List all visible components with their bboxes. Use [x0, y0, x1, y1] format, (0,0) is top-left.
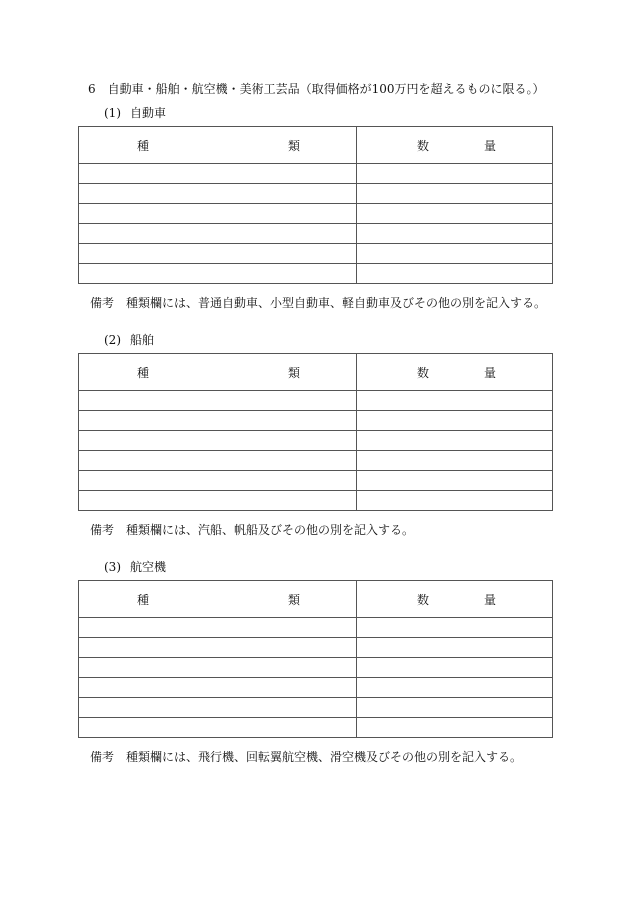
kind-cell[interactable]	[79, 718, 357, 738]
header-char: 類	[287, 365, 300, 380]
quantity-cell[interactable]	[357, 264, 553, 284]
header-char: 量	[483, 365, 496, 380]
quantity-cell[interactable]	[357, 391, 553, 411]
section-title-automobile	[104, 104, 166, 121]
table-row	[79, 698, 553, 718]
kind-cell[interactable]	[79, 618, 357, 638]
table-row	[79, 718, 553, 738]
kind-cell[interactable]	[79, 204, 357, 224]
table-row	[79, 638, 553, 658]
remark-text: 種類欄には、汽船、帆船及びその他の別を記入する。	[126, 523, 415, 537]
header-char: 種	[137, 592, 150, 607]
table-row	[79, 184, 553, 204]
quantity-cell[interactable]	[357, 698, 553, 718]
column-header-quantity	[357, 581, 553, 618]
section-title-ship	[104, 331, 154, 348]
quantity-cell[interactable]	[357, 224, 553, 244]
table-header-row	[79, 581, 553, 618]
quantity-cell[interactable]	[357, 244, 553, 264]
table-row	[79, 411, 553, 431]
remark-label: 備考	[90, 523, 115, 537]
header-char: 種	[137, 138, 150, 153]
remark-automobile	[90, 294, 546, 311]
quantity-cell[interactable]	[357, 451, 553, 471]
table-row	[79, 491, 553, 511]
section-title: 船舶	[130, 333, 155, 347]
table-row	[79, 391, 553, 411]
header-char: 量	[483, 592, 496, 607]
table-row	[79, 618, 553, 638]
header-char: 数	[417, 138, 430, 153]
quantity-cell[interactable]	[357, 431, 553, 451]
table-header-row	[79, 127, 553, 164]
quantity-cell[interactable]	[357, 718, 553, 738]
kind-cell[interactable]	[79, 264, 357, 284]
header-char: 数	[417, 365, 430, 380]
header-char: 量	[483, 138, 496, 153]
kind-cell[interactable]	[79, 678, 357, 698]
quantity-cell[interactable]	[357, 411, 553, 431]
quantity-cell[interactable]	[357, 471, 553, 491]
section-number: (2)	[104, 333, 121, 347]
remark-label: 備考	[90, 296, 115, 310]
aircraft-table	[78, 580, 553, 738]
remark-aircraft	[90, 748, 522, 765]
column-header-kind	[79, 354, 357, 391]
kind-cell[interactable]	[79, 658, 357, 678]
table-row	[79, 204, 553, 224]
table-row	[79, 471, 553, 491]
quantity-cell[interactable]	[357, 638, 553, 658]
header-char: 類	[287, 592, 300, 607]
section-number: (1)	[104, 106, 121, 120]
table-row	[79, 658, 553, 678]
kind-cell[interactable]	[79, 451, 357, 471]
ship-table	[78, 353, 553, 511]
page-heading: 6 自動車・船舶・航空機・美術工芸品（取得価格が100万円を超えるものに限る。）	[88, 82, 545, 96]
section-number: (3)	[104, 560, 121, 574]
section-title-aircraft	[104, 558, 166, 575]
kind-cell[interactable]	[79, 491, 357, 511]
quantity-cell[interactable]	[357, 491, 553, 511]
table-row	[79, 264, 553, 284]
kind-cell[interactable]	[79, 391, 357, 411]
table-row	[79, 224, 553, 244]
table-header-row	[79, 354, 553, 391]
kind-cell[interactable]	[79, 244, 357, 264]
column-header-quantity	[357, 354, 553, 391]
section-title: 自動車	[130, 106, 167, 120]
quantity-cell[interactable]	[357, 618, 553, 638]
table-row	[79, 431, 553, 451]
table-row	[79, 678, 553, 698]
kind-cell[interactable]	[79, 411, 357, 431]
automobile-table	[78, 126, 553, 284]
header-char: 数	[417, 592, 430, 607]
quantity-cell[interactable]	[357, 678, 553, 698]
header-char: 類	[287, 138, 300, 153]
column-header-quantity	[357, 127, 553, 164]
quantity-cell[interactable]	[357, 184, 553, 204]
quantity-cell[interactable]	[357, 658, 553, 678]
kind-cell[interactable]	[79, 184, 357, 204]
section-title: 航空機	[130, 560, 167, 574]
column-header-kind	[79, 127, 357, 164]
remark-label: 備考	[90, 750, 115, 764]
remark-text: 種類欄には、飛行機、回転翼航空機、滑空機及びその他の別を記入する。	[126, 750, 523, 764]
table-row	[79, 451, 553, 471]
kind-cell[interactable]	[79, 431, 357, 451]
quantity-cell[interactable]	[357, 164, 553, 184]
kind-cell[interactable]	[79, 638, 357, 658]
remark-ship	[90, 521, 414, 538]
kind-cell[interactable]	[79, 471, 357, 491]
column-header-kind	[79, 581, 357, 618]
remark-text: 種類欄には、普通自動車、小型自動車、軽自動車及びその他の別を記入する。	[126, 296, 547, 310]
table-row	[79, 164, 553, 184]
kind-cell[interactable]	[79, 164, 357, 184]
kind-cell[interactable]	[79, 224, 357, 244]
header-char: 種	[137, 365, 150, 380]
quantity-cell[interactable]	[357, 204, 553, 224]
table-row	[79, 244, 553, 264]
kind-cell[interactable]	[79, 698, 357, 718]
